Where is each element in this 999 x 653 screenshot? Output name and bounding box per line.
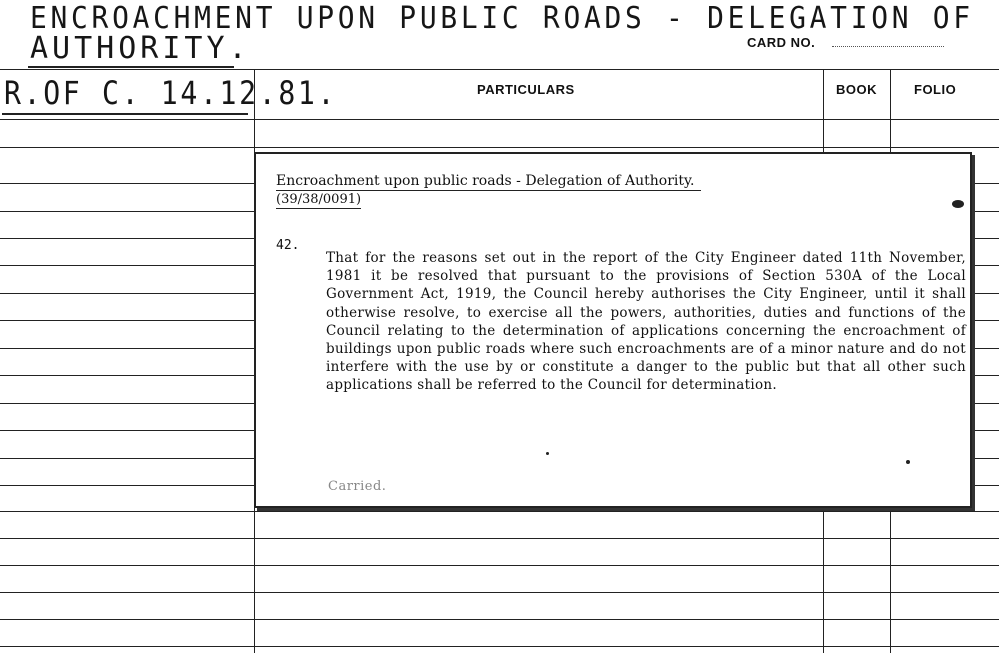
clipping-heading: Encroachment upon public roads - Delegation of Authority. xyxy=(276,172,701,191)
entry-reference: R.OF C. 14.12.81. xyxy=(4,74,338,112)
ink-speck xyxy=(546,452,549,455)
card-no-dotted-line xyxy=(832,46,944,47)
column-header-particulars: PARTICULARS xyxy=(477,82,575,97)
pasted-clipping xyxy=(254,152,972,508)
title-underline xyxy=(28,66,234,68)
header-bottom-rule xyxy=(0,119,999,120)
clipping-item-number: 42. xyxy=(276,238,300,253)
ruled-line xyxy=(0,538,999,539)
table-top-rule xyxy=(0,69,999,70)
clipping-file-ref: (39/38/0091) xyxy=(276,192,362,207)
clipping-closing: Carried. xyxy=(328,479,387,494)
ruled-line xyxy=(0,565,999,566)
ruled-line xyxy=(0,646,999,647)
column-header-book: BOOK xyxy=(836,82,877,97)
card-title-line1: ENCROACHMENT UPON PUBLIC ROADS - DELEGATION OF xyxy=(30,1,974,36)
ruled-line xyxy=(0,511,999,512)
column-header-folio: FOLIO xyxy=(914,82,957,97)
ink-speck xyxy=(952,200,964,208)
card-title-line2: AUTHORITY. xyxy=(30,31,251,66)
card-no-label: CARD NO. xyxy=(747,35,816,50)
ruled-line xyxy=(0,592,999,593)
reference-underline xyxy=(2,113,248,115)
ruled-line xyxy=(0,619,999,620)
clipping-body: That for the reasons set out in the report of the City Engineer dated 11th November, 1981 it be resolved that pursuant to the provisions of Section 530A of the Local Government Act, 1919, the Council hereby authorises the City Engineer, until it shall otherwise resolve, to exercise all the powers, authorities, duties and functions of the Council relating to the determination of applications concerning the encroachment of buildings upon public roads where such encroachments are of a minor nature and do not interfere with the use by or constitute a danger to the public but that all other such applications shall be referred to the Council for determination. xyxy=(326,250,966,394)
ruled-line xyxy=(0,147,999,148)
ink-speck xyxy=(906,460,910,464)
